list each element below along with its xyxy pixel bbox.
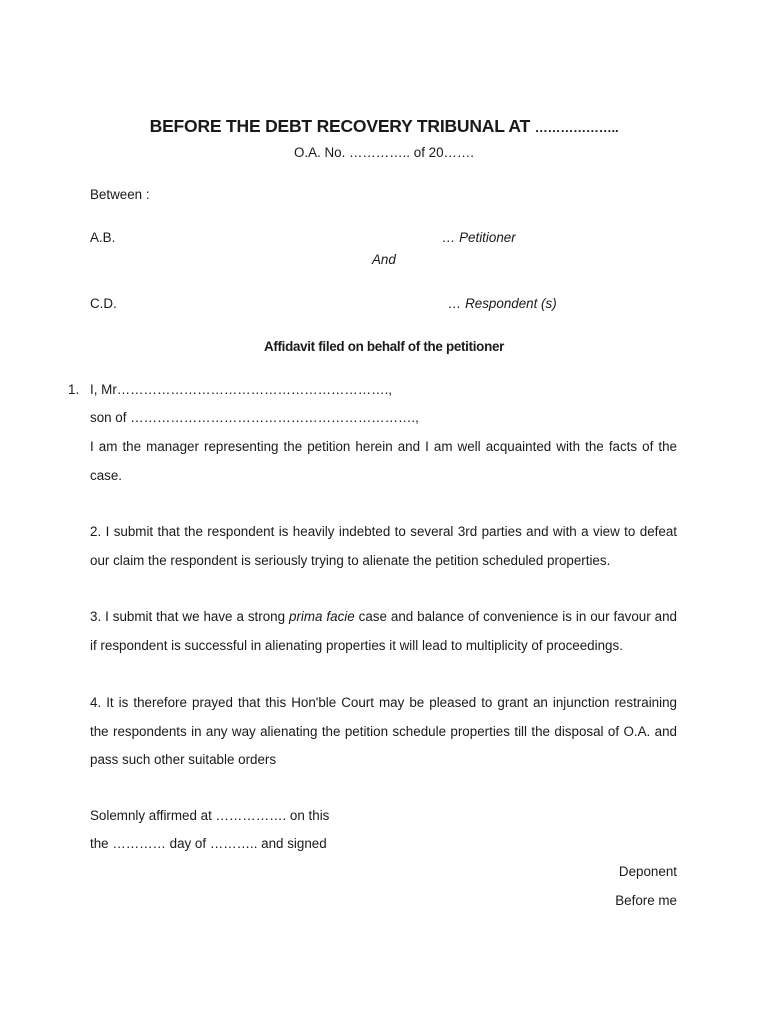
deponent-parent-line: son of ………………………………………………………., xyxy=(90,410,419,425)
deponent-name-line: I, Mr……………………………………………………., xyxy=(90,382,393,397)
signing-date-line: the ………… day of ……….. and signed xyxy=(90,836,327,851)
affirmation-line: Solemnly affirmed at ……………. on this xyxy=(90,808,330,823)
and-label: And xyxy=(372,252,396,267)
document-title xyxy=(0,116,768,137)
petitioner-name: A.B. xyxy=(90,230,116,245)
title-text: BEFORE THE DEBT RECOVERY TRIBUNAL AT xyxy=(149,116,531,136)
paragraph-1-text: I am the manager representing the petition herein and I am well acquainted with the facts of the case. xyxy=(90,439,677,483)
before-me-label: Before me xyxy=(615,893,677,908)
respondent-name: C.D. xyxy=(90,296,117,311)
petitioner-role: … Petitioner xyxy=(442,230,516,245)
paragraph-3-start: 3. I submit that we have a strong xyxy=(90,609,289,624)
title-dots: ……………….. xyxy=(534,120,619,135)
respondent-role: … Respondent (s) xyxy=(448,296,557,311)
paragraph-2: 2. I submit that the respondent is heavily indebted to several 3rd parties and with a view to defeat our claim the respondent is seriously trying to alienate the petition scheduled properties. xyxy=(90,524,677,568)
paragraph-3-italic: prima facie xyxy=(289,609,355,624)
affidavit-heading: Affidavit filed on behalf of the petitioner xyxy=(263,339,505,354)
between-label: Between : xyxy=(90,187,150,202)
oa-number: O.A. No. ………….. of 20……. xyxy=(293,145,475,160)
paragraph-3-end: case and balance of convenience is in our favour and if respondent is successful in alienating properties it will lead to multiplicity of proceedings. xyxy=(90,609,677,653)
paragraph-1-number: 1. xyxy=(68,382,80,397)
deponent-label: Deponent xyxy=(618,864,677,879)
paragraph-3 xyxy=(90,603,677,660)
paragraph-4: 4. It is therefore prayed that this Hon'ble Court may be pleased to grant an injunction restraining the respondents in any way alienating the petition schedule properties till the disposal of O.A. and pass such other suitable orders xyxy=(90,695,677,767)
